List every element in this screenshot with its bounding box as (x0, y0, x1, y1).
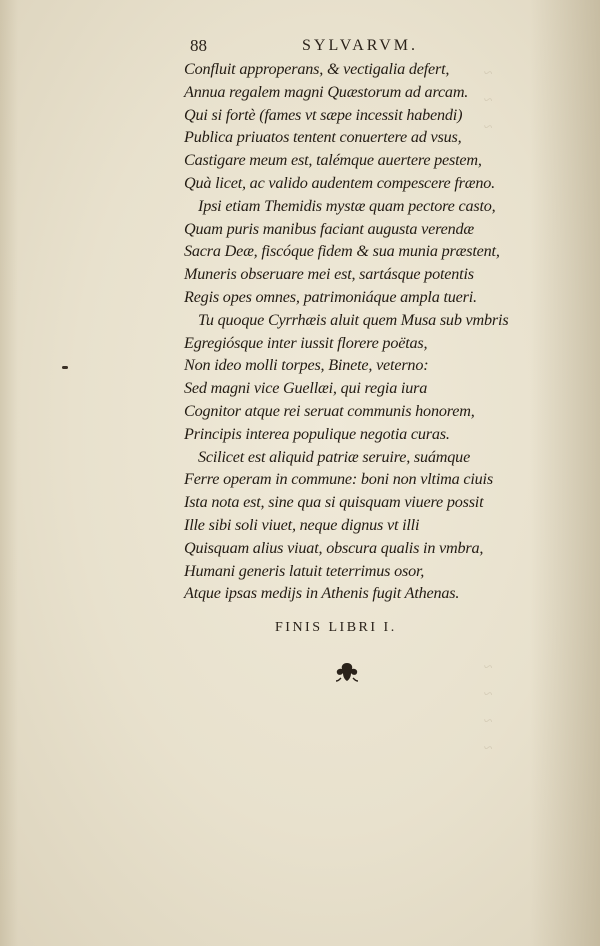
verse-line: Scilicet est aliquid patriæ seruire, suámque (198, 447, 471, 466)
verse-line: Cognitor atque rei seruat communis honorem, (184, 401, 475, 420)
verse-line: Ista nota est, sine qua si quisquam viuere possit (184, 493, 484, 512)
page-edge-shading (0, 0, 18, 946)
verse-line: Ille sibi soli viuet, neque dignus vt illi (184, 515, 420, 534)
verse-line: Publica priuatos tentent conuertere ad vsus, (184, 128, 462, 147)
verse-line: Tu quoque Cyrrhæis aluit quem Musa sub vmbris (198, 310, 509, 329)
verse-line: Castigare meum est, talémque auertere pestem, (184, 151, 482, 170)
verse-line: Ipsi etiam Themidis mystæ quam pectore casto, (198, 196, 496, 215)
running-title: SYLVARVM. (302, 37, 418, 54)
verse-line: Quam puris manibus faciant augusta verendæ (184, 219, 475, 238)
verse-line: Non ideo molli torpes, Binete, veterno: (184, 356, 429, 375)
fleuron-icon (333, 660, 361, 684)
verse-line: Confluit approperans, & vectigalia defert, (184, 60, 450, 78)
verse-line: Muneris obseruare mei est, sartásque potentis (184, 265, 474, 284)
show-through-text: ~ ~ ~ ~ ~ ~ ~ (484, 65, 493, 757)
verse-line: Regis opes omnes, patrimoniáque ampla tueri. (184, 287, 477, 306)
verse-line: Annua regalem magni Quæstorum ad arcam. (184, 82, 469, 101)
verse-line: Qui si fortè (fames vt sæpe incessit habendi) (184, 105, 463, 124)
verse-line: Egregiósque inter iussit florere poëtas, (184, 333, 428, 352)
page-header (190, 36, 440, 58)
verse-line: Ferre operam in commune: boni non vltima ciuis (184, 470, 493, 489)
verse-line: Principis interea populique negotia curas. (184, 424, 450, 443)
page-number: 88 (190, 36, 207, 55)
verse-line: Atque ipsas medijs in Athenis fugit Athenas. (184, 584, 460, 603)
verse-line: Sacra Deæ, fiscóque fidem & sua munia præstent, (184, 242, 500, 261)
finis-heading: FINIS LIBRI I. (275, 620, 397, 635)
ink-speck (62, 366, 68, 369)
verse-line: Quisquam alius viuat, obscura qualis in vmbra, (184, 538, 484, 557)
verse-block (184, 58, 544, 605)
verse-line: Humani generis latuit teterrimus osor, (184, 561, 425, 580)
verse-line: Sed magni vice Guellæi, qui regia iura (184, 379, 428, 398)
verse-line: Quà licet, ac valido audentem compescere fræno. (184, 173, 495, 192)
